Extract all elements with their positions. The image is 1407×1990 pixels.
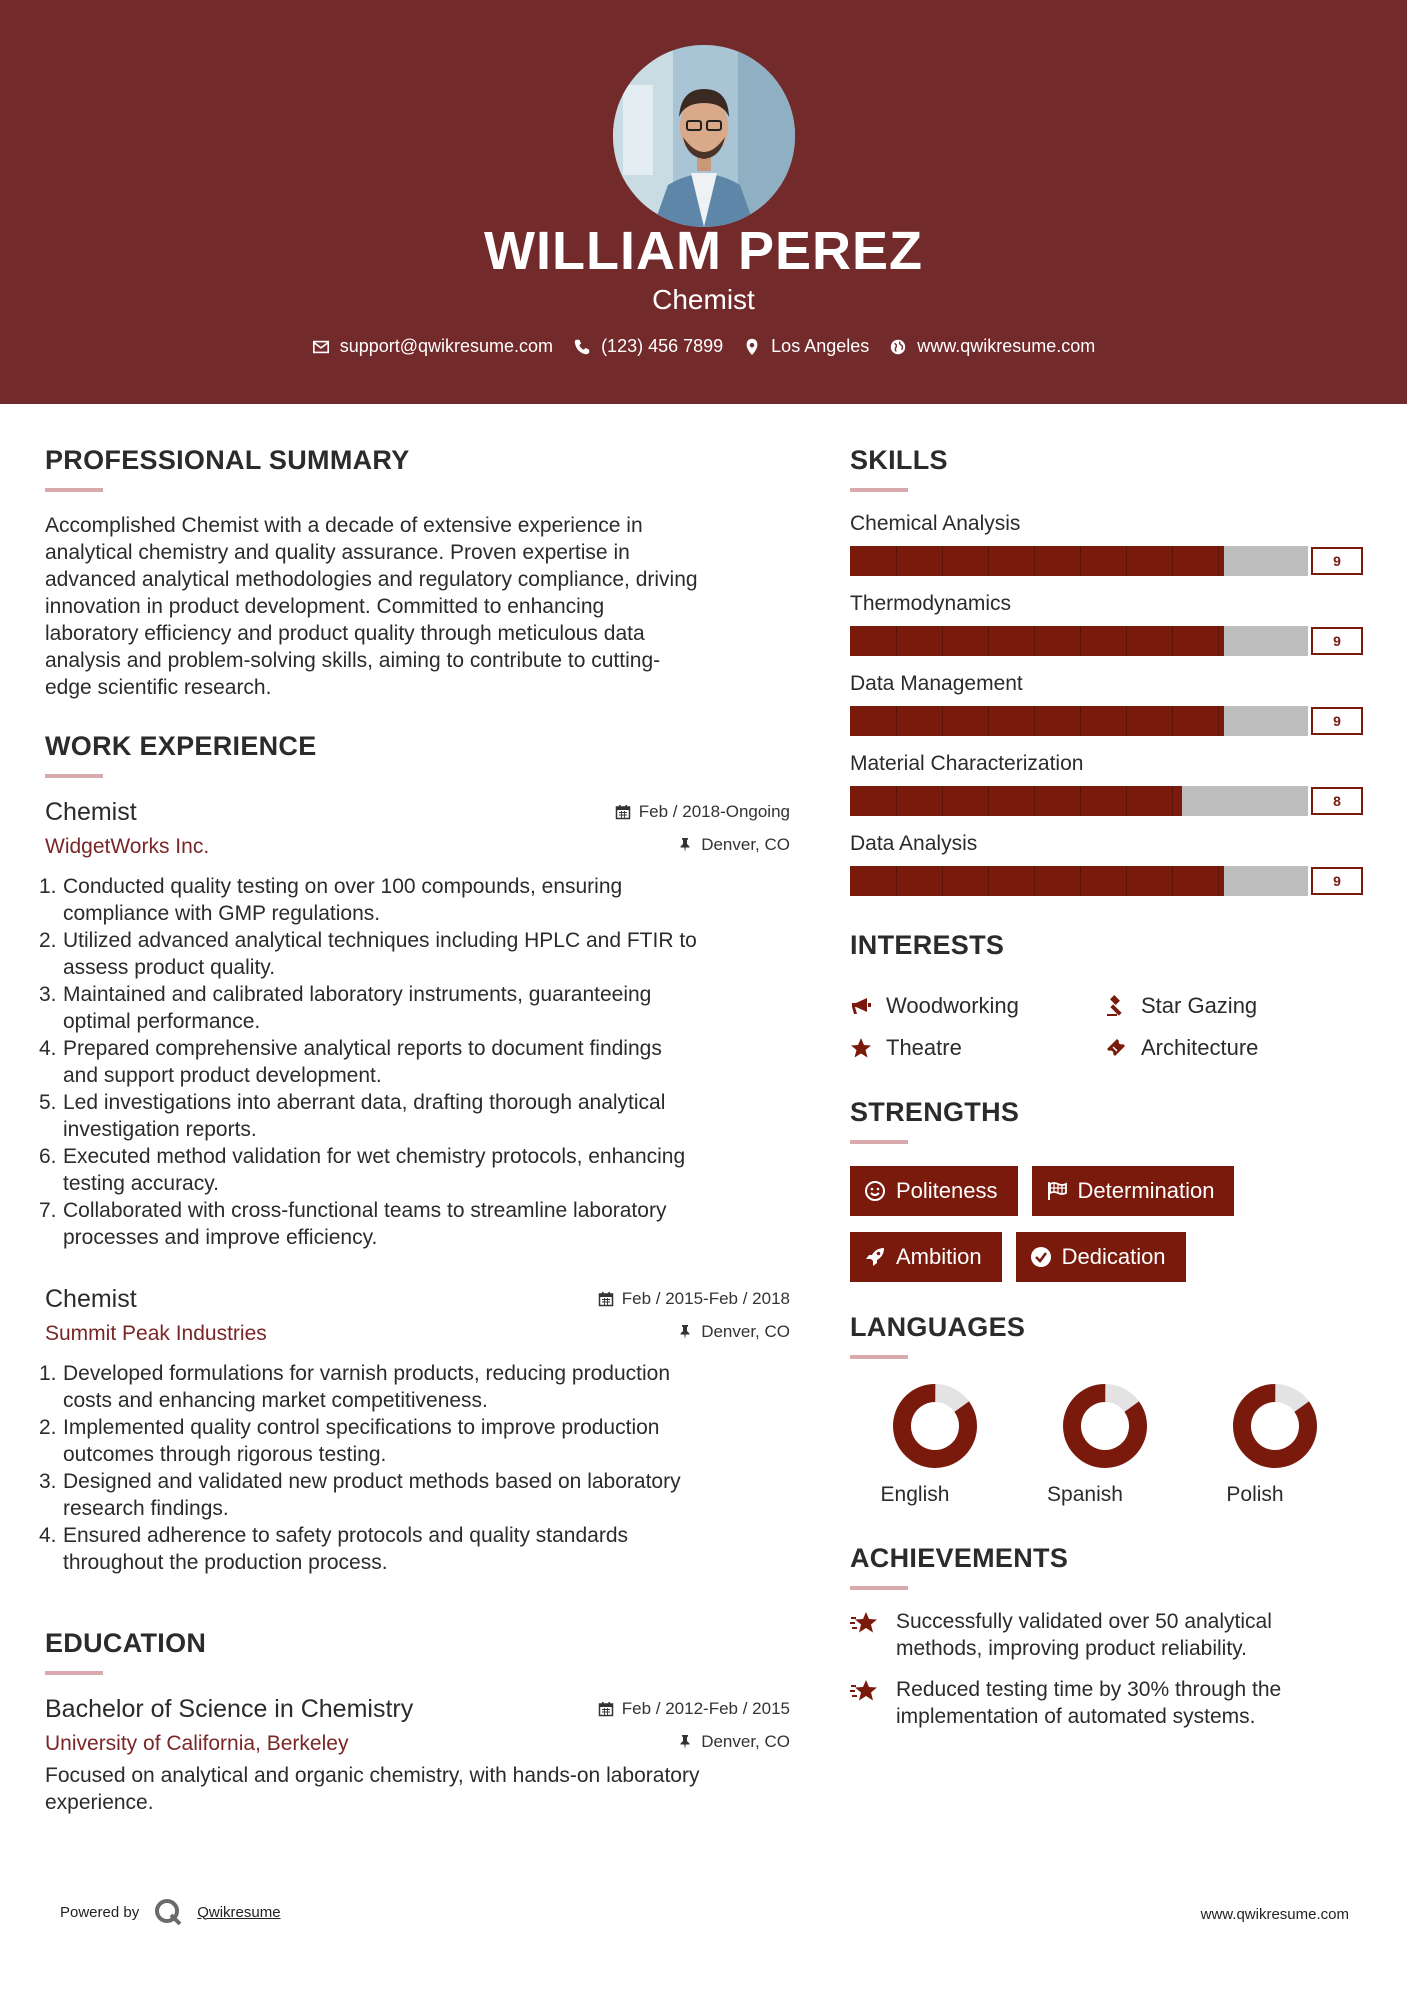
skill-bar-fill — [850, 706, 1224, 736]
interest-label: Woodworking — [886, 993, 1019, 1018]
skill-bar-segment-divider — [1218, 866, 1219, 896]
skill-name: Data Management — [850, 672, 1023, 695]
skill-bar-segment-divider — [1080, 546, 1081, 576]
language-name: English — [880, 1483, 950, 1506]
list-item: 3. Maintained and calibrated laboratory instruments, guaranteeing optimal performance. — [39, 983, 652, 1033]
contact-location — [743, 336, 869, 357]
interest-item — [1105, 993, 1360, 1019]
contact-phone[interactable] — [573, 336, 723, 357]
resume-header — [0, 0, 1407, 404]
gavel-icon — [1105, 995, 1127, 1017]
job-date-text: Feb / 2018-Ongoing — [638, 802, 790, 821]
donut-fill — [1060, 1381, 1150, 1471]
candidate-name: WILLIAM PEREZ — [484, 221, 923, 281]
skills-section — [850, 445, 1365, 896]
job-entry — [39, 798, 790, 1251]
skill-bar — [850, 706, 1365, 736]
summary-line: Accomplished Chemist with a decade of extensive experience in — [45, 514, 643, 537]
list-item: 4. Prepared comprehensive analytical reports to document findings and support product development. — [39, 1037, 662, 1087]
ticket-icon — [1105, 1037, 1127, 1059]
education-location — [677, 1732, 790, 1752]
skill-bar-segment-divider — [1080, 626, 1081, 656]
profile-photo-image — [613, 45, 795, 227]
envelope-icon — [312, 338, 330, 356]
flag-icon — [1046, 1180, 1068, 1202]
skill-bar-segment-divider — [1034, 706, 1035, 736]
skill-item — [850, 512, 1365, 576]
smile-icon — [864, 1180, 886, 1202]
calendar-icon — [598, 1701, 614, 1717]
pushpin-icon — [677, 1734, 693, 1750]
list-item: 4. Ensured adherence to safety protocols and quality standards throughout the production process. — [39, 1524, 629, 1574]
skill-bar — [850, 866, 1365, 896]
strengths-section — [850, 1097, 1365, 1282]
contact-email[interactable] — [312, 336, 553, 357]
section-underline — [45, 774, 103, 778]
skill-bar-segment-divider — [1172, 706, 1173, 736]
skill-bar-segment-divider — [1080, 866, 1081, 896]
job-title: Chemist — [45, 798, 137, 826]
list-item: 3. Designed and validated new product methods based on laboratory research findings. — [39, 1470, 681, 1520]
strength-label: Dedication — [1061, 1244, 1166, 1269]
achievement-text: Successfully validated over 50 analytical methods, improving product reliability. — [896, 1610, 1272, 1660]
skill-bar-segment-divider — [1218, 626, 1219, 656]
skill-bar-segment-divider — [896, 546, 897, 576]
summary-text — [45, 512, 790, 701]
list-item: 2. Utilized advanced analytical techniques including HPLC and FTIR to assess product quality. — [39, 929, 697, 979]
list-item: 1. Developed formulations for varnish products, reducing production costs and enhancing market competitiveness. — [39, 1362, 671, 1412]
language-name: Spanish — [1047, 1483, 1123, 1506]
calendar-icon — [615, 804, 631, 820]
skill-bar-segment-divider — [1126, 786, 1127, 816]
left-column — [39, 445, 790, 1816]
summary-line: analytical chemistry and quality assurance. Proven expertise in — [45, 541, 630, 564]
achievement-star-icon — [850, 1610, 880, 1638]
education-line: Focused on analytical and organic chemistry, with hands-on laboratory — [45, 1764, 700, 1787]
section-underline — [45, 1671, 103, 1675]
strengths-list — [850, 1166, 1365, 1282]
language-donut — [1230, 1381, 1320, 1471]
skill-score: 9 — [1311, 867, 1363, 895]
interest-item — [1105, 1035, 1360, 1061]
section-underline — [850, 1586, 908, 1590]
profile-photo — [613, 45, 795, 227]
candidate-title: Chemist — [652, 284, 755, 315]
interest-label: Star Gazing — [1141, 993, 1258, 1018]
contact-bar — [0, 336, 1407, 357]
contact-phone-text: (123) 456 7899 — [601, 336, 724, 356]
calendar-icon — [598, 1291, 614, 1307]
skill-bar-segment-divider — [1126, 706, 1127, 736]
education-date-text: Feb / 2012-Feb / 2015 — [621, 1699, 790, 1718]
skill-bar-segment-divider — [988, 706, 989, 736]
skill-bar-fill — [850, 626, 1224, 656]
skill-bar-segment-divider — [942, 706, 943, 736]
section-title: LANGUAGES — [850, 1312, 1026, 1342]
footer-website[interactable]: www.qwikresume.com — [1200, 1906, 1349, 1923]
education-date — [598, 1699, 790, 1719]
job-location-text: Denver, CO — [701, 835, 790, 854]
summary-line: advanced analytical methodologies and regulatory compliance, driving — [45, 568, 698, 591]
skill-bar-segment-divider — [1126, 546, 1127, 576]
right-column — [850, 445, 1365, 1744]
brand-link[interactable]: Qwikresume — [197, 1903, 281, 1921]
section-underline — [850, 1140, 908, 1144]
strength-badge — [850, 1232, 1002, 1282]
list-item: 7. Collaborated with cross-functional teams to streamline laboratory processes and improve efficiency. — [39, 1199, 667, 1249]
strength-label: Politeness — [896, 1178, 998, 1203]
education-section — [45, 1628, 790, 1816]
achievement-text: Reduced testing time by 30% through the implementation of automated systems. — [896, 1678, 1282, 1728]
donut-fill — [1230, 1381, 1320, 1471]
skill-bar-segment-divider — [1172, 866, 1173, 896]
languages-list — [850, 1381, 1365, 1507]
section-title: STRENGTHS — [850, 1097, 1020, 1127]
section-title: PROFESSIONAL SUMMARY — [45, 445, 410, 475]
language-donut — [890, 1381, 980, 1471]
check-circle-icon — [1030, 1246, 1052, 1268]
skill-bar-segment-divider — [1172, 546, 1173, 576]
skill-bar-segment-divider — [1218, 546, 1219, 576]
bullhorn-icon — [850, 995, 872, 1017]
job-bullets — [39, 873, 790, 1251]
list-item: 5. Led investigations into aberrant data, drafting thorough analytical investigation reports. — [39, 1091, 666, 1141]
skill-item — [850, 592, 1365, 656]
skill-score: 9 — [1311, 547, 1363, 575]
work-section — [39, 731, 790, 1576]
skill-bar-fill — [850, 786, 1182, 816]
skill-score: 8 — [1311, 787, 1363, 815]
strength-badge — [1016, 1232, 1186, 1282]
skill-score: 9 — [1311, 707, 1363, 735]
section-title: SKILLS — [850, 445, 948, 475]
skills-list — [850, 512, 1365, 896]
skill-name: Material Characterization — [850, 752, 1084, 775]
skill-bar-segment-divider — [942, 626, 943, 656]
job-entry — [39, 1285, 790, 1576]
interest-label: Theatre — [886, 1035, 962, 1060]
skill-bar-segment-divider — [896, 706, 897, 736]
contact-location-text: Los Angeles — [771, 336, 870, 356]
skill-bar-segment-divider — [1034, 626, 1035, 656]
donut-fill — [890, 1381, 980, 1471]
skill-bar-segment-divider — [988, 866, 989, 896]
summary-line: laboratory efficiency and product quality through meticulous data — [45, 622, 645, 645]
pushpin-icon — [677, 837, 693, 853]
skill-score: 9 — [1311, 627, 1363, 655]
school-name: University of California, Berkeley — [45, 1732, 349, 1755]
job-bullets — [39, 1360, 790, 1576]
skill-bar-fill — [850, 546, 1224, 576]
job-location — [677, 1322, 790, 1342]
globe-icon — [889, 338, 907, 356]
map-marker-icon — [743, 338, 761, 356]
section-title: INTERESTS — [850, 930, 1005, 960]
interests-section — [850, 930, 1365, 1061]
skill-bar-segment-divider — [1034, 786, 1035, 816]
skill-bar-segment-divider — [1218, 706, 1219, 736]
footer-powered-by — [60, 1897, 281, 1927]
skill-item — [850, 752, 1365, 816]
job-title: Chemist — [45, 1285, 137, 1313]
language-item — [1190, 1381, 1360, 1507]
powered-by-text: Powered by — [60, 1903, 140, 1921]
contact-website-text: www.qwikresume.com — [917, 336, 1096, 356]
skill-bar-fill — [850, 866, 1224, 896]
contact-email-text: support@qwikresume.com — [339, 336, 554, 356]
skill-bar — [850, 546, 1365, 576]
degree-title: Bachelor of Science in Chemistry — [45, 1695, 414, 1723]
skill-bar-segment-divider — [896, 626, 897, 656]
list-item: 6. Executed method validation for wet chemistry protocols, enhancing testing accuracy. — [39, 1145, 686, 1195]
skill-name: Thermodynamics — [850, 592, 1012, 615]
skill-bar-segment-divider — [1080, 786, 1081, 816]
section-underline — [45, 488, 103, 492]
summary-section — [45, 445, 790, 701]
job-company: WidgetWorks Inc. — [45, 835, 210, 858]
skill-bar-segment-divider — [1034, 866, 1035, 896]
star-icon — [850, 1037, 872, 1059]
summary-line: innovation in product development. Committed to enhancing — [45, 595, 605, 618]
skill-item — [850, 672, 1365, 736]
skill-name: Data Analysis — [850, 832, 978, 855]
job-location-text: Denver, CO — [701, 1322, 790, 1341]
job-company: Summit Peak Industries — [45, 1322, 267, 1345]
skill-bar-segment-divider — [942, 866, 943, 896]
list-item: 1. Conducted quality testing on over 100 compounds, ensuring compliance with GMP regulations. — [39, 875, 623, 925]
skill-bar-segment-divider — [1080, 706, 1081, 736]
qwikresume-logo-icon — [153, 1897, 183, 1927]
section-underline — [850, 973, 908, 977]
section-title: WORK EXPERIENCE — [45, 731, 317, 761]
skill-bar-segment-divider — [988, 786, 989, 816]
strength-label: Determination — [1077, 1178, 1215, 1203]
rocket-icon — [864, 1246, 886, 1268]
summary-line: analysis and problem-solving skills, aiming to contribute to cutting- — [45, 649, 661, 672]
interest-item — [850, 993, 1105, 1019]
skill-bar-segment-divider — [942, 786, 943, 816]
skill-bar-segment-divider — [896, 866, 897, 896]
contact-website[interactable] — [889, 336, 1095, 357]
languages-section — [850, 1312, 1365, 1507]
education-location-text: Denver, CO — [701, 1732, 790, 1751]
summary-line: edge scientific research. — [45, 676, 272, 699]
job-location — [677, 835, 790, 855]
achievement-item — [850, 1608, 1365, 1662]
skill-bar — [850, 786, 1365, 816]
achievement-star-icon — [850, 1678, 880, 1706]
job-date — [598, 1289, 790, 1309]
skill-bar-segment-divider — [1034, 546, 1035, 576]
skill-bar-segment-divider — [1172, 786, 1173, 816]
phone-icon — [573, 338, 591, 356]
achievement-item — [850, 1676, 1365, 1730]
job-date-text: Feb / 2015-Feb / 2018 — [621, 1289, 790, 1308]
list-item: 2. Implemented quality control specifications to improve production outcomes through rigorous testing. — [39, 1416, 660, 1466]
skill-item — [850, 832, 1365, 896]
interests-list — [850, 993, 1365, 1061]
skill-bar-segment-divider — [1172, 626, 1173, 656]
job-date — [615, 802, 790, 822]
achievements-section — [850, 1543, 1365, 1730]
education-line: experience. — [45, 1791, 154, 1814]
skill-bar-segment-divider — [1126, 866, 1127, 896]
skill-bar-segment-divider — [1126, 626, 1127, 656]
pushpin-icon — [677, 1324, 693, 1340]
section-title: ACHIEVEMENTS — [850, 1543, 1069, 1573]
skill-bar — [850, 626, 1365, 656]
interest-item — [850, 1035, 1105, 1061]
language-donut — [1060, 1381, 1150, 1471]
skill-bar-segment-divider — [896, 786, 897, 816]
section-underline — [850, 488, 908, 492]
strength-badge — [1032, 1166, 1235, 1216]
language-name: Polish — [1226, 1483, 1284, 1506]
section-underline — [850, 1355, 908, 1359]
section-title: EDUCATION — [45, 1628, 207, 1658]
strength-badge — [850, 1166, 1018, 1216]
skill-bar-segment-divider — [988, 546, 989, 576]
skill-bar-segment-divider — [942, 546, 943, 576]
education-description — [45, 1762, 790, 1816]
strength-label: Ambition — [896, 1244, 982, 1269]
interest-label: Architecture — [1141, 1035, 1259, 1060]
skill-name: Chemical Analysis — [850, 512, 1021, 535]
skill-bar-segment-divider — [988, 626, 989, 656]
